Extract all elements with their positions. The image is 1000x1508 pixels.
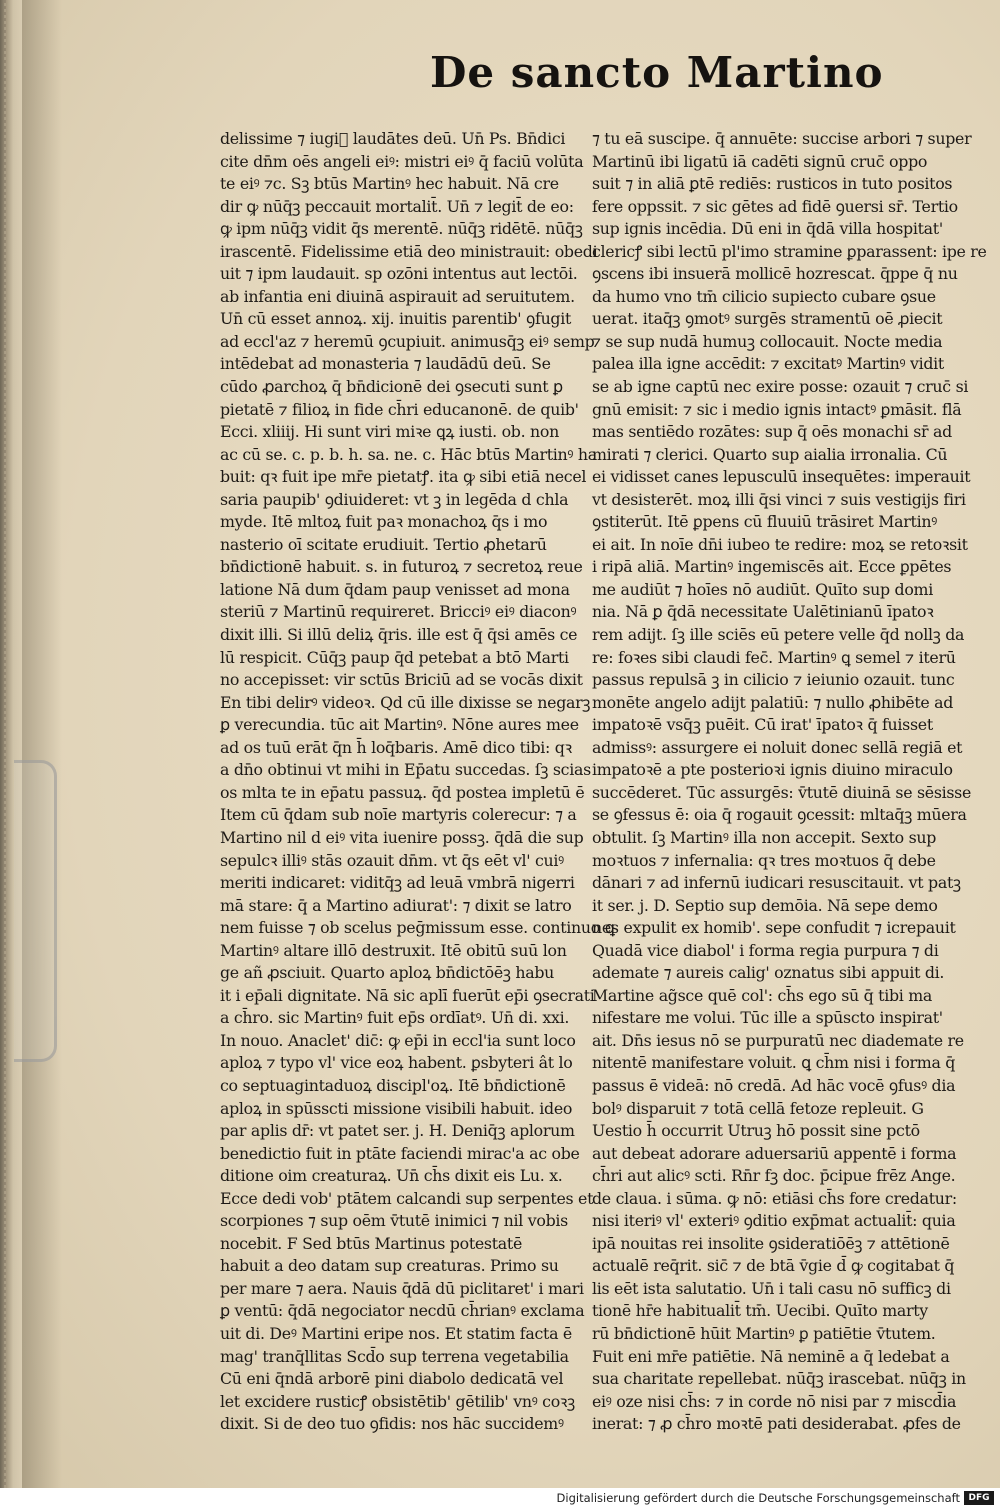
- text-line: inerat: ⁊ ꝓ ch̄ro moꝛtē pati desiderabat. ꝓfes de: [592, 1414, 961, 1434]
- text-line: ge añ ꝓsciuit. Quarto aploꝝ bn̄dictōēꝫ habu: [220, 963, 555, 983]
- text-line: nocebit. F Sed btūs Martinus potestatē: [220, 1233, 522, 1253]
- text-line: nem fuisse ⁊ ob scelus peḡmissum esse. continuo ꝗ: [220, 918, 615, 938]
- text-line: nitentē manifestare voluit. ꝗ ch̄m nisi i forma q̄: [592, 1053, 956, 1073]
- text-line: dixit. Si de deo tuo ꝯfidis: nos hāc succidemꝰ: [220, 1414, 564, 1434]
- text-line: ei ait. In noīe dn̄i iubeo te redire: moꝝ se retoꝛsit: [592, 534, 968, 554]
- text-line: ⁊ se sup nudā humuꝫ collocauit. Nocte media: [592, 331, 943, 351]
- text-line: saria paupib' ꝯdiuideret: vt ꝫ in legēda d chla: [220, 489, 569, 509]
- text-line: Quadā vice diabol' i forma regia purpura ⁊ di: [592, 940, 939, 960]
- text-line: mirati ⁊ clerici. Quarto sup aialia irronalia. Cū: [592, 444, 948, 464]
- text-line: ac cū se. c. p. b. h. sa. ne. c. Hāc btūs Martinꝰ ha: [220, 444, 597, 464]
- text-line: In nouo. Anaclet' dic̄: ꝙ ep̄i in eccl'ia sunt loco: [220, 1030, 576, 1050]
- text-line: Cū eni q̄ndā arborē pini diabolo dedicatā vel: [220, 1369, 564, 1389]
- text-line: pietatē ⁊ filioꝝ in fide ch̄ri educanonē. de quib': [220, 399, 579, 419]
- text-line: ait. Dn̄s iesus nō se purpuratū nec diademate re: [592, 1030, 964, 1050]
- text-line: impatoꝛē a pte posterioꝛi ignis diuino miraculo: [592, 760, 953, 780]
- text-line: ei vidisset canes lepusculū insequētes: imperauit: [592, 467, 971, 487]
- text-line: nisi iteriꝰ vl' exteriꝰ ꝯditio exp̄mat actualit̄: quia: [592, 1211, 956, 1231]
- text-line: Fuit eni mr̄e patiētie. Nā neminē a q̄ ledebat a: [592, 1346, 950, 1366]
- text-line: it i ep̄ali dignitate. Nā sic aplī fuerūt ep̄i ꝯsecrati: [220, 985, 595, 1005]
- text-line: os mlta te in ep̄atu passuꝝ. q̄d postea impletū ē: [220, 782, 585, 802]
- text-line: ab infantia eni diuinā aspirauit ad seruitutem.: [220, 286, 575, 306]
- text-column-right: [592, 128, 987, 1436]
- text-line: Martinꝰ altare illō destruxit. Itē obitū suū lon: [220, 940, 567, 960]
- text-line: aut debeat adorare aduersariū appentē i forma: [592, 1143, 957, 1163]
- text-line: Uestio h̄ occurrit Utruꝫ hō possit sine pctō: [592, 1121, 920, 1141]
- book-edge: [0, 0, 22, 1488]
- text-line: a ch̄ro. sic Martinꝰ fuit ep̄s ordīatꝰ. Un̄ di. xxi.: [220, 1008, 570, 1028]
- text-line: ad eccl'az ⁊ heremū ꝯcupiuit. animusq̄ꝫ eiꝰ semp: [220, 331, 595, 351]
- text-line: let excidere rusticꝭ obsistētib' gētilib' vnꝰ coꝛꝫ: [220, 1391, 575, 1411]
- text-line: intēdebat ad monasteria ⁊ laudādū deū. Se: [220, 354, 551, 374]
- text-line: lū respicit. Cūq̄ꝫ paup q̄d petebat a btō Marti: [220, 647, 569, 667]
- text-line: vt desisterēt. moꝝ illi q̄si vinci ⁊ suis vestigijs firi: [592, 489, 966, 509]
- text-line: fere oppssit. ⁊ sic gētes ad fidē ꝯuersi sr̄. Tertio: [592, 196, 958, 216]
- text-line: se ꝯfessus ē: oia q̄ rogauit ꝯcessit: mltaq̄ꝫ mūera: [592, 805, 967, 825]
- text-line: ad os tuū erāt q̄n h̄ loq̄baris. Amē dico tibi: qꝛ: [220, 737, 572, 757]
- text-line: passus ē videā: nō credā. Ad hāc vocē ꝯfusꝰ dia: [592, 1075, 956, 1095]
- text-line: ademate ⁊ aureis calig' oznatus sibi appuit di.: [592, 963, 945, 983]
- text-line: mas sentiēdo rozātes: sup q̄ oēs monachi sr̄ ad: [592, 422, 952, 442]
- text-line: irascentē. Fidelissime etiā deo ministrauit: obedi: [220, 241, 598, 261]
- text-line: uit di. Deꝰ Martini eripe nos. Et statim facta ē: [220, 1323, 572, 1343]
- text-line: actualē req̄rit. sic̄ ⁊ de btā v̄gie d̄ ꝙ cogitabat q̄: [592, 1256, 955, 1276]
- text-line: tionē hr̄e habitualit̄ tm̄. Uecibi. Quīto marty: [592, 1301, 928, 1321]
- text-line: moꝛtuos ⁊ infernalia: qꝛ tres moꝛtuos q̄ debe: [592, 850, 936, 870]
- text-line: mā stare: q̄ a Martino adiurat': ⁊ dixit se latro: [220, 895, 572, 915]
- text-line: ꝯstiterūt. Itē ꝑpens cū fluuiū trāsiret Martinꝰ: [592, 512, 937, 532]
- text-line: buit: qꝛ fuit ipe mr̄e pietatꝭ. ita ꝙ sibi etiā necel: [220, 467, 587, 487]
- page-title: De sancto Martino: [430, 48, 884, 97]
- text-line: me audiūt ⁊ hoīes nō audiūt. Quīto sup domi: [592, 579, 933, 599]
- text-line: dānari ⁊ ad infernū iudicari resuscitauit. vt patꝫ: [592, 873, 961, 893]
- text-line: aploꝝ ⁊ typo vl' vice eoꝝ habent. ꝑsbyteri ât lo: [220, 1053, 573, 1073]
- text-line: bn̄dictionē habuit. s. in futuroꝝ ⁊ secretoꝝ reue: [220, 557, 583, 577]
- text-line: nasterio oī scitate erudiuit. Tertio ꝓhetarū: [220, 534, 547, 554]
- text-line: eiꝰ oze nisi ch̄s: ⁊ in corde nō nisi par ⁊ miscd̄ia: [592, 1391, 957, 1411]
- text-line: aploꝝ in spūsscti missione visibili habuit. ideo: [220, 1098, 573, 1118]
- text-line: latione Nā dum q̄dam paup venisset ad mona: [220, 579, 570, 599]
- text-line: ipā nouitas rei insolite ꝯsideratiōēꝫ ⁊ attētionē: [592, 1233, 950, 1253]
- text-column-left: [220, 128, 615, 1436]
- text-line: delissime ⁊ iugiᷤ laudātes deū. Un̄ Ps. Bn̄dici: [220, 129, 566, 148]
- text-line: da humo vno tm̄ cilicio supiecto cubare ꝯsue: [592, 286, 936, 306]
- text-line: par aplis dr̄: vt patet ser. j. H. Deniq̄ꝫ aplorum: [220, 1121, 575, 1141]
- text-line: te eiꝰ ⁊c. Sꝫ btūs Martinꝰ hec habuit. Nā cre: [220, 174, 559, 194]
- text-line: Un̄ cū esset annoꝝ. xij. inuitis parentib' ꝯfugit: [220, 309, 572, 329]
- text-line: habuit a deo datam sup creaturas. Primo su: [220, 1256, 559, 1276]
- text-line: palea illa igne accēdit: ⁊ excitatꝰ Martinꝰ vidit: [592, 354, 944, 374]
- text-line: suit ⁊ in aliā ꝑtē rediēs: rusticos in tuto positos: [592, 174, 953, 194]
- text-line: Ecci. xliiij. Hi sunt viri miꝛe ꝗꝝ iusti. ob. non: [220, 422, 560, 442]
- text-line: per mare ⁊ aera. Nauis q̄dā dū piclitaret' i mari: [220, 1278, 584, 1298]
- text-line: de claua. i sūma. ꝙ nō: etiāsi ch̄s fore credatur:: [592, 1188, 957, 1208]
- footer-bar: [0, 1488, 1000, 1508]
- text-line: re: foꝛes sibi claudi fec̄. Martinꝰ ꝗ semel ⁊ iterū: [592, 647, 956, 667]
- text-line: meriti indicaret: viditq̄ꝫ ad leuā vmbrā nigerri: [220, 873, 575, 893]
- text-line: mag' tranq̄llitas Scd̄o sup terrena vegetabilia: [220, 1346, 569, 1366]
- funding-credit: Digitalisierung gefördert durch die Deutsche Forschungsgemeinschaft: [556, 1491, 960, 1505]
- text-line: gnū emisit: ⁊ sic i medio ignis intactꝰ ꝑmāsit. flā: [592, 399, 962, 419]
- text-line: a dn̄o obtinui vt mihi in Ep̄atu succedas. ſꝫ scias: [220, 760, 591, 780]
- text-line: ꝙ ipm nūq̄ꝫ vidit q̄s merentē. nūq̄ꝫ ridētē. nūq̄ꝫ: [220, 219, 583, 239]
- text-line: passus repulsā ꝫ in cilicio ⁊ ieiunio ozauit. tunc: [592, 670, 955, 690]
- text-line: sua charitate repellebat. nūq̄ꝫ irascebat. nūq̄ꝫ in: [592, 1369, 966, 1389]
- text-line: bolꝰ disparuit ⁊ totā cellā fetoze repleuit. G: [592, 1098, 924, 1118]
- text-line: se ab igne captū nec exire posse: ozauit ⁊ cruc̄ si: [592, 377, 969, 397]
- text-line: no accepisset: vir sctūs Briciū ad se vocās dixit: [220, 670, 583, 690]
- text-line: Martino nil d eiꝰ vita iuenire possꝫ. q̄dā die sup: [220, 827, 584, 847]
- text-line: rem adijt. ſꝫ ille sciēs eū petere velle q̄d nollꝫ da: [592, 625, 965, 645]
- text-line: i ripā aliā. Martinꝰ ingemiscēs ait. Ecce ꝑpētes: [592, 557, 952, 577]
- dfg-logo: DFG: [964, 1491, 994, 1505]
- text-line: nia. Nā ꝑ q̄dā necessitate Ualētinianū īpatoꝛ: [592, 602, 934, 622]
- text-line: admissꝰ: assurgere ei noluit donec sellā regiā et: [592, 737, 963, 757]
- running-head: [380, 44, 940, 104]
- text-line: Martine ag̃sce quē col': ch̄s ego sū q̄ tibi ma: [592, 985, 933, 1005]
- text-line: it ser. j. D. Septio sup demōia. Nā sepe demo: [592, 895, 938, 915]
- text-line: Item cū q̄dam sub noīe martyris colerecur: ⁊ a: [220, 805, 577, 825]
- text-line: sepulcꝛ illiꝰ stās ozauit dn̄m. vt q̄s eēt vl' cuiꝰ: [220, 850, 564, 870]
- text-line: rū bn̄dictionē hūit Martinꝰ ꝑ patiētie v̄tutem.: [592, 1323, 936, 1343]
- text-line: ⁊ tu eā suscipe. q̄ annuēte: succise arbori ⁊ super: [592, 129, 972, 148]
- text-line: ꝯscens ibi insuerā mollicē hozrescat. q̄ppe q̄ nu: [592, 264, 958, 284]
- text-line: succēderet. Tūc assurgēs: v̄tutē diuinā se sēsisse: [592, 782, 972, 802]
- text-line: benedictio fuit in ptāte faciendi mirac'a ac obe: [220, 1143, 580, 1163]
- text-line: uit ⁊ ipm laudauit. sp ozōni intentus aut lectōi.: [220, 264, 578, 284]
- text-line: En tibi delirꝰ videoꝛ. Qd cū ille dixisse se negarꝫ: [220, 692, 591, 712]
- page-clip: [14, 760, 57, 1062]
- text-line: myde. Itē mltoꝝ fuit paꝛ monachoꝝ q̄s i mo: [220, 512, 548, 532]
- text-line: uerat. itaq̄ꝫ ꝯmotꝰ surgēs stramentū oē ꝓiecit: [592, 309, 943, 329]
- text-line: ꝑ ventū: q̄dā negociator necdū ch̄rianꝰ exclama: [220, 1301, 585, 1321]
- gutter-shadow: [22, 0, 62, 1488]
- text-line: dir ꝙ nūq̄ꝫ peccauit mortalit̄. Un̄ ⁊ legit̄ de eo:: [220, 196, 574, 216]
- text-line: ditione oim creaturaꝝ. Un̄ ch̄s dixit eis Lu. x.: [220, 1166, 563, 1186]
- text-line: cite dn̄m oēs angeli eiꝰ: mistri eiꝰ q̄ faciū volūta: [220, 151, 584, 171]
- text-line: scorpiones ⁊ sup oēm v̄tutē inimici ⁊ nil vobis: [220, 1211, 568, 1231]
- text-line: lis eēt ista salutatio. Un̄ i tali casu nō sufficꝫ di: [592, 1278, 951, 1298]
- text-line: clericꝭ sibi lectū pl'imo stramine ꝑparassent: ipe re: [592, 241, 987, 261]
- text-line: Martinū ibi ligatū iā cadēti signū cruc̄ oppo: [592, 151, 928, 171]
- text-line: obtulit. ſꝫ Martinꝰ illa non accepit. Sexto sup: [592, 827, 937, 847]
- text-line: steriū ⁊ Martinū requireret. Bricciꝰ eiꝰ diaconꝰ: [220, 602, 577, 622]
- text-line: dixit illi. Si illū deliꝝ q̄ris. ille est q̄ q̄si amēs ce: [220, 625, 578, 645]
- text-line: co septuagintaduoꝝ discipl'oꝝ. Itē bn̄dictionē: [220, 1075, 566, 1095]
- text-line: ch̄ri aut alicꝰ scti. Rn̄r fꝫ doc. p̄cipue frēz Ange.: [592, 1166, 956, 1186]
- text-line: nes expulit ex homib'. sepe confudit ⁊ icrepauit: [592, 918, 956, 938]
- text-line: cūdo ꝓarchoꝝ q̄ bn̄dicionē dei ꝯsecuti sunt ꝑ: [220, 377, 563, 397]
- text-line: impatoꝛē vsq̄ꝫ puēit. Cū irat' īpatoꝛ q̄ fuisset: [592, 715, 933, 735]
- text-line: ꝑ verecundia. tūc ait Martinꝰ. Nōne aures mee: [220, 715, 579, 735]
- text-line: Ecce dedi vob' ptātem calcandi sup serpentes et: [220, 1188, 594, 1208]
- text-line: sup ignis incēdia. Dū eni in q̄dā villa hospitat': [592, 219, 943, 239]
- text-line: monēte angelo adijt palatiū: ⁊ nullo ꝓhibēte ad: [592, 692, 954, 712]
- text-line: nifestare me volui. Tūc ille a spūscto inspirat': [592, 1008, 943, 1028]
